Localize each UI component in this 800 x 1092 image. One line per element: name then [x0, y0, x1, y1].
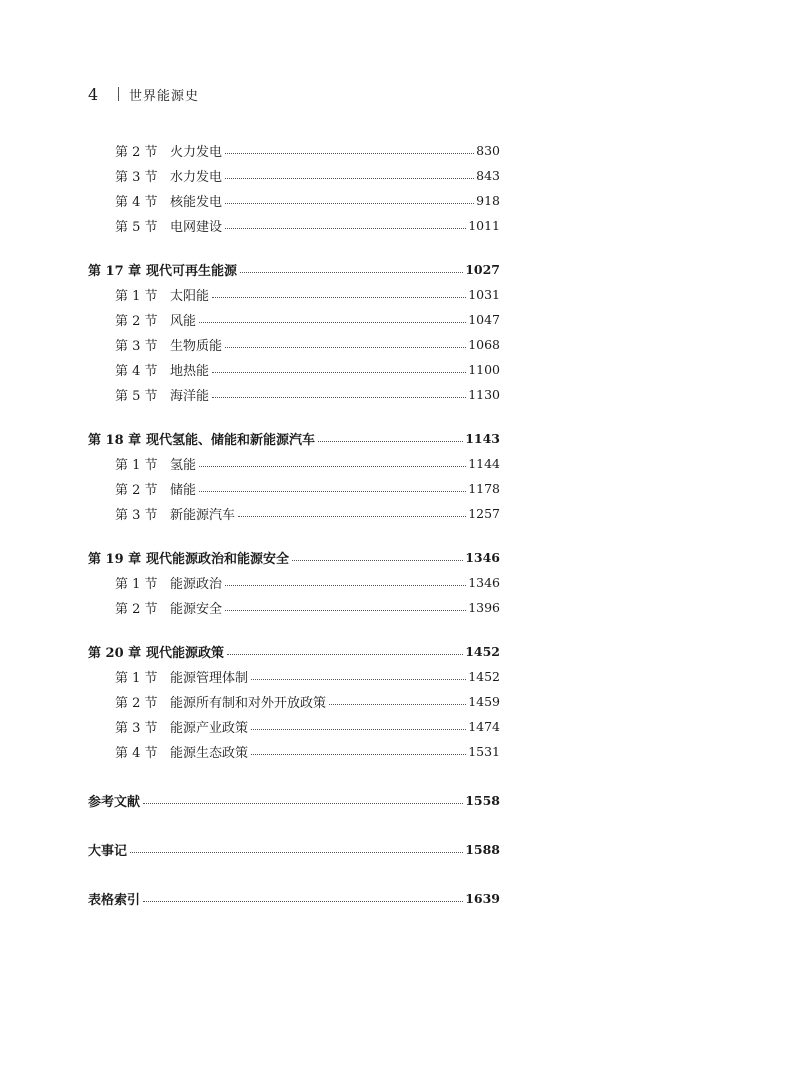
dot-leader — [318, 441, 463, 442]
section-number: 第 4 节 — [115, 364, 158, 379]
toc-table-index[interactable] — [88, 886, 500, 911]
section-number: 第 2 节 — [115, 696, 158, 711]
table-of-contents — [88, 138, 500, 911]
section-title: 海洋能 — [170, 389, 210, 404]
toc-section[interactable] — [88, 451, 500, 476]
section-title: 水力发电 — [170, 170, 223, 185]
page-ref: 1130 — [468, 387, 500, 402]
page-ref: 1027 — [465, 262, 500, 277]
section-number: 第 3 节 — [115, 339, 158, 354]
section-title: 能源安全 — [170, 602, 223, 617]
page-ref: 830 — [476, 143, 500, 158]
dot-leader — [143, 803, 463, 804]
section-number: 第 1 节 — [115, 577, 158, 592]
page-ref: 843 — [476, 168, 500, 183]
toc-section[interactable] — [88, 739, 500, 764]
section-number: 第 2 节 — [115, 602, 158, 617]
toc-section[interactable] — [88, 163, 500, 188]
page-ref: 1178 — [468, 481, 500, 496]
page-ref: 1452 — [468, 669, 500, 684]
dot-leader — [199, 466, 466, 467]
page-ref: 1639 — [465, 891, 500, 906]
dot-leader — [225, 178, 474, 179]
dot-leader — [143, 901, 463, 902]
dot-leader — [199, 322, 466, 323]
book-title: 世界能源史 — [129, 88, 200, 104]
dot-leader — [227, 654, 463, 655]
chronicle-title: 大事记 — [88, 844, 128, 859]
toc-chapter[interactable] — [88, 426, 500, 451]
dot-leader — [212, 297, 466, 298]
section-number: 第 1 节 — [115, 671, 158, 686]
section-number: 第 2 节 — [115, 483, 158, 498]
toc-section[interactable] — [88, 382, 500, 407]
page-ref: 1346 — [468, 575, 500, 590]
page-ref: 1531 — [468, 744, 500, 759]
page-ref: 1474 — [468, 719, 500, 734]
dot-leader — [251, 679, 466, 680]
section-number: 第 3 节 — [115, 721, 158, 736]
section-number: 第 4 节 — [115, 195, 158, 210]
dot-leader — [251, 754, 466, 755]
section-number: 第 1 节 — [115, 289, 158, 304]
dot-leader — [225, 347, 466, 348]
section-number: 第 3 节 — [115, 170, 158, 185]
dot-leader — [238, 516, 466, 517]
dot-leader — [225, 153, 474, 154]
dot-leader — [225, 585, 466, 586]
dot-leader — [212, 372, 466, 373]
page-ref: 1452 — [465, 644, 500, 659]
page-ref: 918 — [476, 193, 500, 208]
toc-section[interactable] — [88, 307, 500, 332]
toc-section[interactable] — [88, 595, 500, 620]
toc-section[interactable] — [88, 501, 500, 526]
section-number: 第 5 节 — [115, 220, 158, 235]
section-number: 第 1 节 — [115, 458, 158, 473]
section-title: 风能 — [170, 314, 197, 329]
chapter-title: 现代能源政策 — [146, 646, 225, 661]
section-number: 第 2 节 — [115, 145, 158, 160]
dot-leader — [212, 397, 466, 398]
toc-section[interactable] — [88, 213, 500, 238]
chapter-title: 现代能源政治和能源安全 — [146, 552, 290, 567]
toc-section[interactable] — [88, 188, 500, 213]
page-ref: 1011 — [468, 218, 500, 233]
toc-section[interactable] — [88, 714, 500, 739]
page-ref: 1396 — [468, 600, 500, 615]
section-title: 生物质能 — [170, 339, 223, 354]
section-title: 能源产业政策 — [170, 721, 249, 736]
page-ref: 1588 — [465, 842, 500, 857]
section-title: 能源生态政策 — [170, 746, 249, 761]
section-title: 新能源汽车 — [170, 508, 236, 523]
page-ref: 1257 — [468, 506, 500, 521]
page-number: 4 — [88, 84, 99, 104]
section-title: 地热能 — [170, 364, 210, 379]
section-title: 电网建设 — [170, 220, 223, 235]
toc-chapter[interactable] — [88, 257, 500, 282]
section-number: 第 3 节 — [115, 508, 158, 523]
toc-section[interactable] — [88, 570, 500, 595]
section-number: 第 4 节 — [115, 746, 158, 761]
dot-leader — [240, 272, 463, 273]
chapter-number: 第 18 章 — [88, 433, 142, 448]
section-number: 第 2 节 — [115, 314, 158, 329]
section-title: 太阳能 — [170, 289, 210, 304]
toc-section[interactable] — [88, 138, 500, 163]
dot-leader — [199, 491, 466, 492]
section-title: 能源政治 — [170, 577, 223, 592]
chapter-number: 第 19 章 — [88, 552, 142, 567]
section-title: 火力发电 — [170, 145, 223, 160]
page-ref: 1346 — [465, 550, 500, 565]
section-title: 核能发电 — [170, 195, 223, 210]
dot-leader — [251, 729, 466, 730]
toc-chronicle[interactable] — [88, 837, 500, 862]
chapter-number: 第 20 章 — [88, 646, 142, 661]
page-ref: 1143 — [465, 431, 500, 446]
chapter-number: 第 17 章 — [88, 264, 142, 279]
page-ref: 1047 — [468, 312, 500, 327]
page-ref: 1558 — [465, 793, 500, 808]
toc-chapter[interactable] — [88, 545, 500, 570]
section-title: 能源管理体制 — [170, 671, 249, 686]
section-title: 储能 — [170, 483, 197, 498]
table-index-title: 表格索引 — [88, 893, 141, 908]
toc-section[interactable] — [88, 476, 500, 501]
section-number: 第 5 节 — [115, 389, 158, 404]
page-ref: 1100 — [468, 362, 500, 377]
chapter-title: 现代可再生能源 — [146, 264, 238, 279]
toc-references[interactable] — [88, 788, 500, 813]
page-ref: 1459 — [468, 694, 500, 709]
dot-leader — [225, 228, 466, 229]
running-header — [88, 84, 199, 104]
toc-chapter[interactable] — [88, 639, 500, 664]
toc-section[interactable] — [88, 282, 500, 307]
page-ref: 1144 — [468, 456, 500, 471]
page-ref: 1031 — [468, 287, 500, 302]
section-title: 能源所有制和对外开放政策 — [170, 696, 327, 711]
toc-section[interactable] — [88, 664, 500, 689]
toc-section[interactable] — [88, 357, 500, 382]
section-title: 氢能 — [170, 458, 197, 473]
dot-leader — [225, 203, 474, 204]
toc-section[interactable] — [88, 332, 500, 357]
dot-leader — [292, 560, 463, 561]
dot-leader — [329, 704, 466, 705]
page-ref: 1068 — [468, 337, 500, 352]
header-divider — [118, 87, 119, 101]
references-title: 参考文献 — [88, 795, 141, 810]
chapter-title: 现代氢能、储能和新能源汽车 — [146, 433, 316, 448]
dot-leader — [225, 610, 466, 611]
dot-leader — [130, 852, 463, 853]
toc-section[interactable] — [88, 689, 500, 714]
